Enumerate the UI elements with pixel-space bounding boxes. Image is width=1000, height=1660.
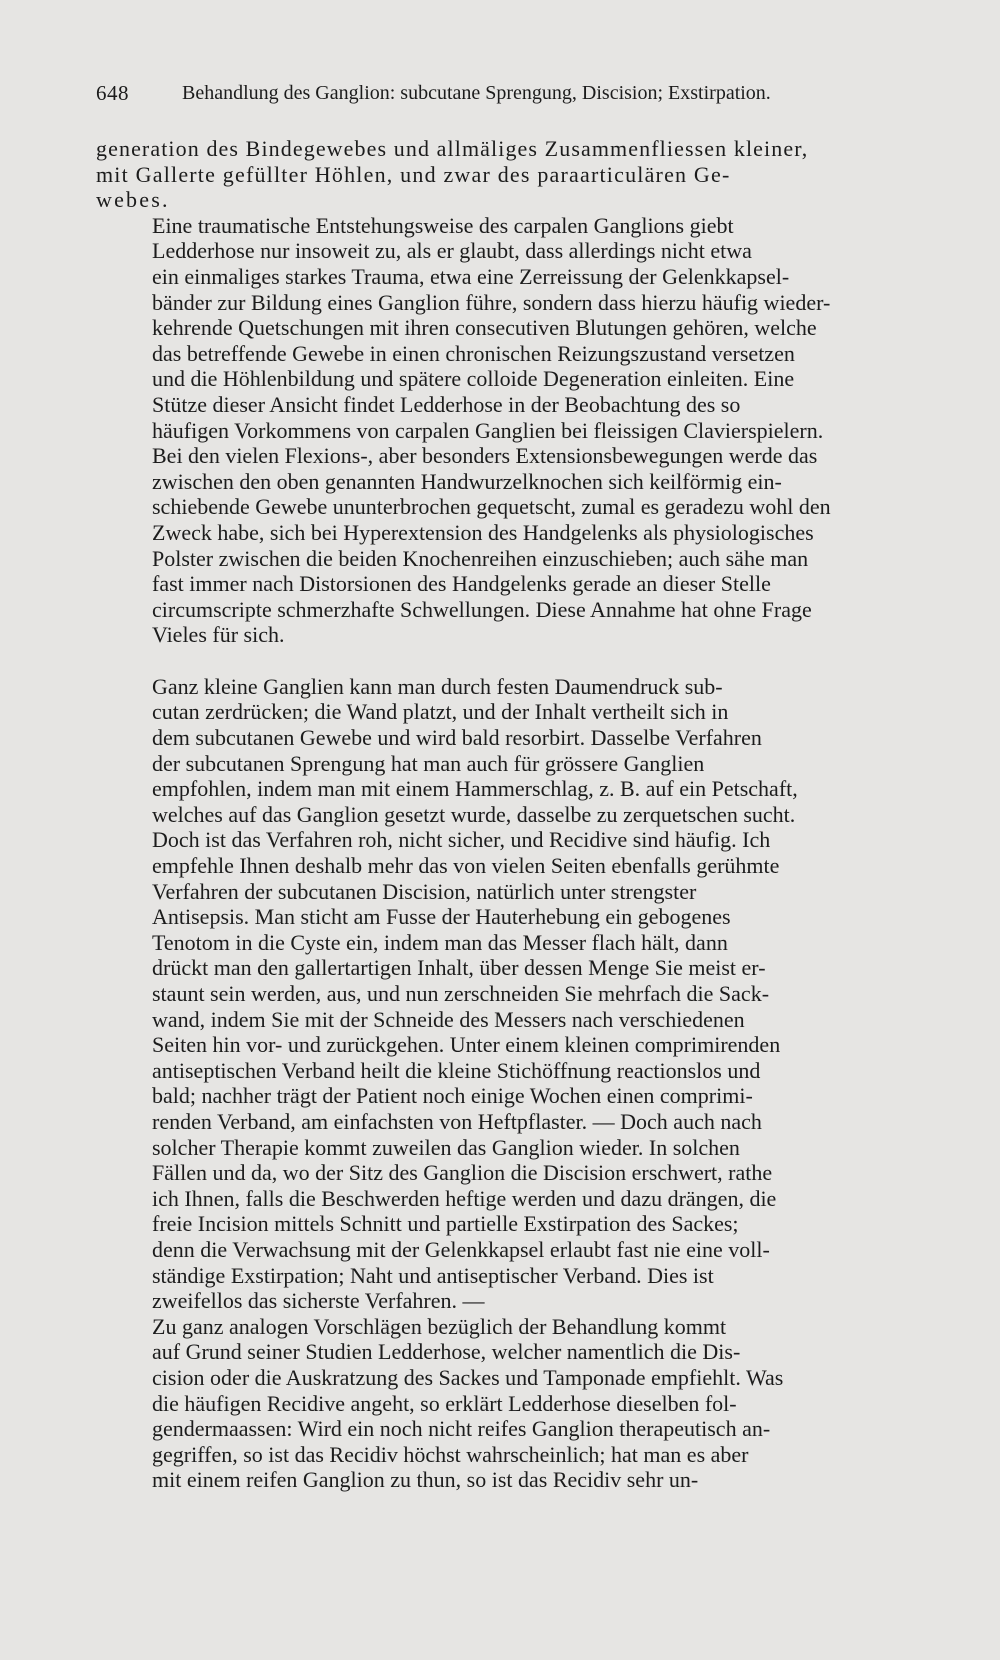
- text-line: welches auf das Ganglion gesetzt wurde, dasselbe zu zerquetschen sucht.: [152, 801, 796, 827]
- text-line: gendermaassen: Wird ein noch nicht reifes Ganglion therapeutisch an-: [152, 1416, 771, 1442]
- text-line: zweifellos das sicherste Verfahren. —: [152, 1288, 485, 1314]
- text-line: die häufigen Recidive angeht, so erklärt Ledderhose dieselben fol-: [152, 1390, 737, 1416]
- text-line: wand, indem Sie mit der Schneide des Messers nach verschiedenen: [152, 1006, 745, 1032]
- text-line: kehrende Quetschungen mit ihren consecutiven Blutungen gehören, welche: [152, 315, 817, 341]
- text-line: webes.: [96, 187, 170, 213]
- text-line: Eine traumatische Entstehungsweise des carpalen Ganglions giebt: [152, 212, 734, 238]
- text-line: Seiten hin vor- und zurückgehen. Unter einem kleinen comprimirenden: [152, 1032, 781, 1058]
- text-line: mit einem reifen Ganglion zu thun, so ist das Recidiv sehr un-: [152, 1467, 699, 1493]
- page-number: 648: [96, 81, 129, 105]
- text-line: ein einmaliges starkes Trauma, etwa eine Zerreissung der Gelenkkapsel-: [152, 263, 790, 289]
- text-line: Polster zwischen die beiden Knochenreihen einzuschieben; auch sähe man: [152, 545, 809, 571]
- text-line: Ledderhose nur insoweit zu, als er glaubt, dass allerdings nicht etwa: [152, 238, 752, 264]
- text-line: Fällen und da, wo der Sitz des Ganglion die Discision erschwert, rathe: [152, 1160, 773, 1186]
- text-line: renden Verband, am einfachsten von Heftpflaster. — Doch auch nach: [152, 1108, 762, 1134]
- text-line: häufigen Vorkommens von carpalen Ganglien bei fleissigen Clavierspielern.: [152, 417, 824, 443]
- text-line: empfohlen, indem man mit einem Hammerschlag, z. B. auf ein Petschaft,: [152, 776, 798, 802]
- text-line: staunt sein werden, aus, und nun zerschneiden Sie mehrfach die Sack-: [152, 981, 770, 1006]
- text-line: Zweck habe, sich bei Hyperextension des Handgelenks als physiologisches: [152, 519, 814, 545]
- text-line: denn die Verwachsung mit der Gelenkkapsel erlaubt fast nie eine voll-: [152, 1236, 770, 1262]
- text-line: schiebende Gewebe ununterbrochen gequetscht, zumal es geradezu wohl den: [152, 494, 831, 520]
- text-line: Bei den vielen Flexions-, aber besonders Extensionsbewegungen werde das: [152, 443, 818, 469]
- text-line: und die Höhlenbildung und spätere colloide Degeneration einleiten. Eine: [152, 366, 795, 392]
- text-line: antiseptischen Verband heilt die kleine Stichöffnung reactionslos und: [152, 1057, 761, 1083]
- text-line: Ganz kleine Ganglien kann man durch festen Daumendruck sub-: [152, 673, 723, 699]
- text-line: Zu ganz analogen Vorschlägen bezüglich der Behandlung kommt: [152, 1313, 727, 1339]
- paragraph-1: [96, 136, 926, 213]
- text-line: empfehle Ihnen deshalb mehr das von vielen Seiten ebenfalls gerühmte: [152, 853, 780, 879]
- text-line: Stütze dieser Ansicht findet Ledderhose in der Beobachtung des so: [152, 391, 741, 417]
- text-line: ständige Exstirpation; Naht und antiseptischer Verband. Dies ist: [152, 1262, 714, 1288]
- text-line: ich Ihnen, falls die Beschwerden heftige werden und dazu drängen, die: [152, 1185, 777, 1211]
- text-line: Antisepsis. Man sticht am Fusse der Hauterhebung ein gebogenes: [152, 904, 731, 930]
- body-text: [96, 136, 926, 1493]
- text-line: der subcutanen Sprengung hat man auch für grössere Ganglien: [152, 750, 705, 776]
- text-line: Doch ist das Verfahren roh, nicht sicher, und Recidive sind häufig. Ich: [152, 827, 771, 853]
- text-line: cutan zerdrücken; die Wand platzt, und der Inhalt vertheilt sich in: [152, 699, 729, 725]
- text-line: bald; nachher trägt der Patient noch einige Wochen einen comprimi-: [152, 1083, 753, 1109]
- text-line: solcher Therapie kommt zuweilen das Ganglion wieder. In solchen: [152, 1134, 740, 1160]
- text-line: Vieles für sich.: [152, 622, 285, 648]
- text-line: Tenotom in die Cyste ein, indem man das Messer flach hält, dann: [152, 929, 728, 955]
- text-line: generation des Bindegewebes und allmäliges Zusammenfliessen kleiner,: [96, 136, 809, 161]
- text-line: bänder zur Bildung eines Ganglion führe, sondern dass hierzu häufig wieder-: [152, 289, 831, 315]
- page-header: [96, 78, 916, 108]
- text-line: freie Incision mittels Schnitt und partielle Exstirpation des Sackes;: [152, 1211, 739, 1237]
- text-line: circumscripte schmerzhafte Schwellungen. Diese Annahme hat ohne Frage: [152, 596, 812, 622]
- paragraph-2: [96, 213, 926, 648]
- text-line: gegriffen, so ist das Recidiv höchst wahrscheinlich; hat man es aber: [152, 1441, 749, 1467]
- text-line: cision oder die Auskratzung des Sackes und Tamponade empfiehlt. Was: [152, 1364, 784, 1390]
- text-line: das betreffende Gewebe in einen chronischen Reizungszustand versetzen: [152, 340, 795, 366]
- paragraph-4: [96, 1314, 926, 1493]
- text-line: dem subcutanen Gewebe und wird bald resorbirt. Dasselbe Verfahren: [152, 725, 762, 751]
- text-line: auf Grund seiner Studien Ledderhose, welcher namentlich die Dis-: [152, 1339, 741, 1365]
- text-line: fast immer nach Distorsionen des Handgelenks gerade an dieser Stelle: [152, 571, 771, 597]
- running-head: Behandlung des Ganglion: subcutane Sprengung, Discision; Exstirpation.: [182, 82, 771, 104]
- text-line: Verfahren der subcutanen Discision, natürlich unter strengster: [152, 878, 697, 904]
- text-line: zwischen den oben genannten Handwurzelknochen sich keilförmig ein-: [152, 468, 782, 494]
- text-line: drückt man den gallertartigen Inhalt, über dessen Menge Sie meist er-: [152, 955, 766, 981]
- paragraph-3: [96, 674, 926, 1314]
- text-line: mit Gallerte gefüllter Höhlen, und zwar des paraarticulären Ge-: [96, 161, 731, 187]
